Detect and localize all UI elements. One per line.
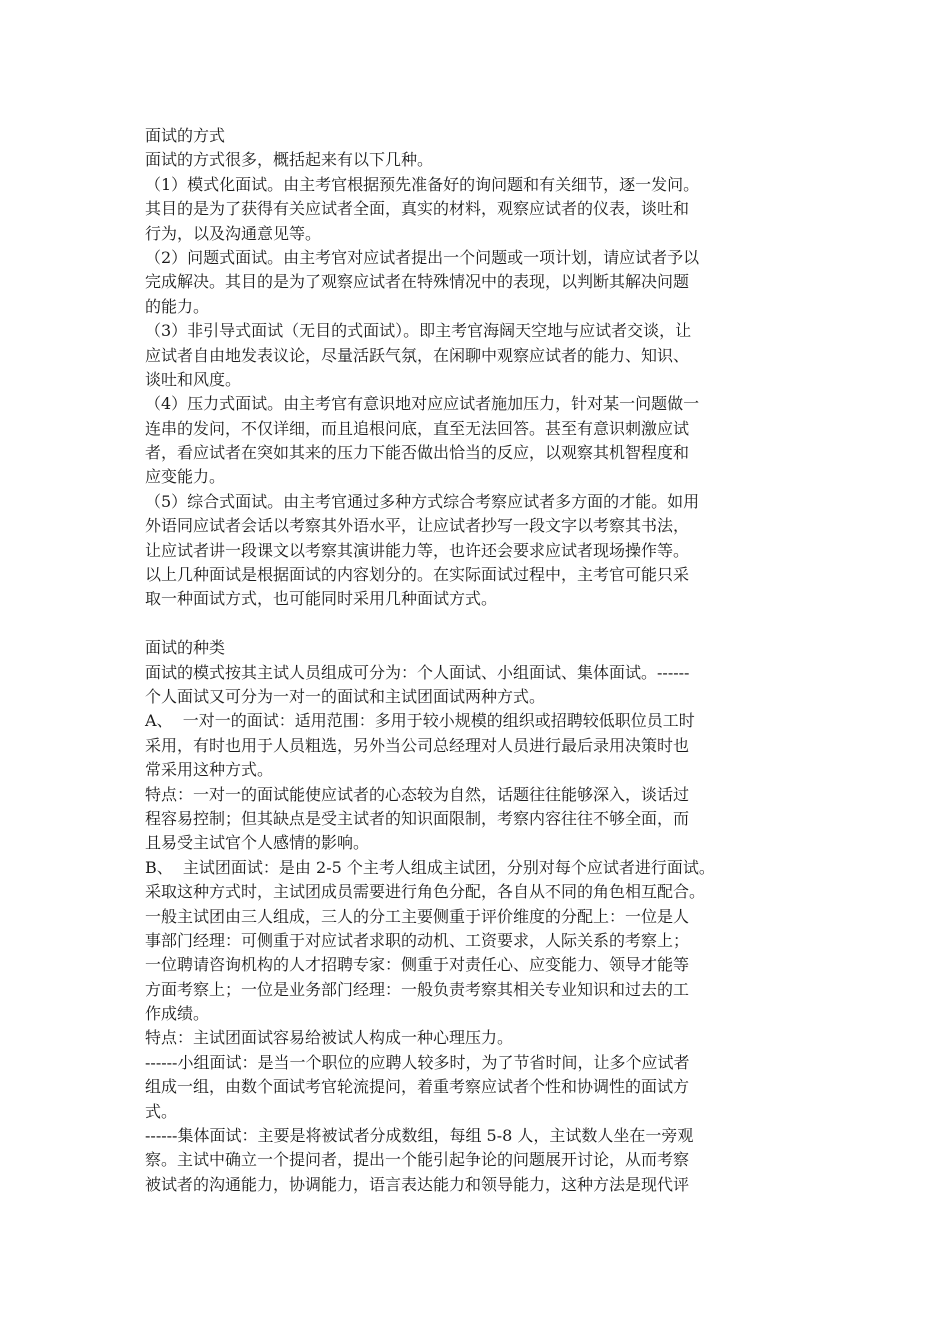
text-line: 组成一组，由数个面试考官轮流提问，着重考察应试者个性和协调性的面试方 <box>145 1077 690 1097</box>
blank-line <box>145 612 815 636</box>
text-line: 个人面试又可分为一对一的面试和主试团面试两种方式。 <box>145 686 546 706</box>
section-body <box>145 148 815 611</box>
text-line: 的能力。 <box>145 296 210 316</box>
text-line: 一位聘请咨询机构的人才招聘专家：侧重于对责任心、应变能力、领导才能等 <box>145 955 690 975</box>
text-line: B、 主试团面试：是由 2-5 个主考人组成主试团，分别对每个应试者进行面试。 <box>145 857 715 877</box>
section-title: 面试的方式 <box>145 126 226 145</box>
text-line: ------小组面试：是当一个职位的应聘人较多时，为了节省时间，让多个应试者 <box>145 1052 690 1072</box>
text-line: 应试者自由地发表议论，尽量活跃气氛，在闲聊中观察应试者的能力、知识、 <box>145 345 690 365</box>
text-line: 方面考察上；一位是业务部门经理：一般负责考察其相关专业知识和过去的工 <box>145 979 690 999</box>
text-line: 采用，有时也用于人员粗选，另外当公司总经理对人员进行最后录用决策时也 <box>145 735 690 755</box>
text-line: 一般主试团由三人组成，三人的分工主要侧重于评价维度的分配上：一位是人 <box>145 906 690 926</box>
text-line: 特点：主试团面试容易给被试人构成一种心理压力。 <box>145 1028 514 1048</box>
text-line: 察。主试中确立一个提问者，提出一个能引起争论的问题展开讨论，从而考察 <box>145 1150 690 1170</box>
text-line: （5）综合式面试。由主考官通过多种方式综合考察应试者多方面的才能。如用 <box>145 491 700 511</box>
text-line: 式。 <box>145 1101 178 1121</box>
text-line: ------集体面试：主要是将被试者分成数组，每组 5-8 人，主试数人坐在一旁观 <box>145 1126 694 1146</box>
text-line: 程容易控制；但其缺点是受主试者的知识面限制，考察内容往往不够全面，而 <box>145 808 690 828</box>
text-line: 采取这种方式时，主试团成员需要进行角色分配，各自从不同的角色相互配合。 <box>145 882 706 902</box>
section-title: 面试的种类 <box>145 638 226 658</box>
text-line: 面试的模式按其主试人员组成可分为：个人面试、小组面试、集体面试。------ <box>145 662 690 682</box>
text-line: 事部门经理：可侧重于对应试者求职的动机、工资要求，人际关系的考察上； <box>145 930 690 950</box>
text-line: 面试的方式很多，概括起来有以下几种。 <box>145 150 434 170</box>
text-line: 以上几种面试是根据面试的内容划分的。在实际面试过程中，主考官可能只采 <box>145 565 690 585</box>
text-line: 者，看应试者在突如其来的压力下能否做出恰当的反应，以观察其机智程度和 <box>145 443 690 463</box>
text-line: 谈吐和风度。 <box>145 369 242 389</box>
text-line: 完成解决。其目的是为了观察应试者在特殊情况中的表现，以判断其解决问题 <box>145 272 690 292</box>
text-line: 行为，以及沟通意见等。 <box>145 223 322 243</box>
text-line: 取一种面试方式，也可能同时采用几种面试方式。 <box>145 589 498 609</box>
text-line: A、 一对一的面试：适用范围：多用于较小规模的组织或招聘较低职位员工时 <box>145 711 695 731</box>
document-page <box>145 124 815 1197</box>
text-line: （3）非引导式面试（无目的式面试）。即主考官海阔天空地与应试者交谈，让 <box>145 321 692 341</box>
section-body <box>145 661 815 1198</box>
text-line: 外语同应试者会话以考察其外语水平，让应试者抄写一段文字以考察其书法， <box>145 516 690 536</box>
text-line: 被试者的沟通能力，协调能力，语言表达能力和领导能力，这种方法是现代评 <box>145 1174 690 1194</box>
text-line: 作成绩。 <box>145 1004 210 1024</box>
text-line: （2）问题式面试。由主考官对应试者提出一个问题或一项计划，请应试者予以 <box>145 247 700 267</box>
text-line: 连串的发问，不仅详细，而且追根问底，直至无法回答。甚至有意识刺激应试 <box>145 418 690 438</box>
text-line: （4）压力式面试。由主考官有意识地对应应试者施加压力，针对某一问题做一 <box>145 394 700 414</box>
text-line: 其目的是为了获得有关应试者全面，真实的材料，观察应试者的仪表，谈吐和 <box>145 199 690 219</box>
text-line: 让应试者讲一段课文以考察其演讲能力等，也许还会要求应试者现场操作等。 <box>145 540 690 560</box>
text-line: （1）模式化面试。由主考官根据预先准备好的询问题和有关细节，逐一发问。 <box>145 174 700 194</box>
text-line: 且易受主试官个人感情的影响。 <box>145 833 370 853</box>
text-line: 应变能力。 <box>145 467 226 487</box>
text-line: 常采用这种方式。 <box>145 760 274 780</box>
text-line: 特点：一对一的面试能使应试者的心态较为自然，话题往往能够深入，谈话过 <box>145 784 690 804</box>
